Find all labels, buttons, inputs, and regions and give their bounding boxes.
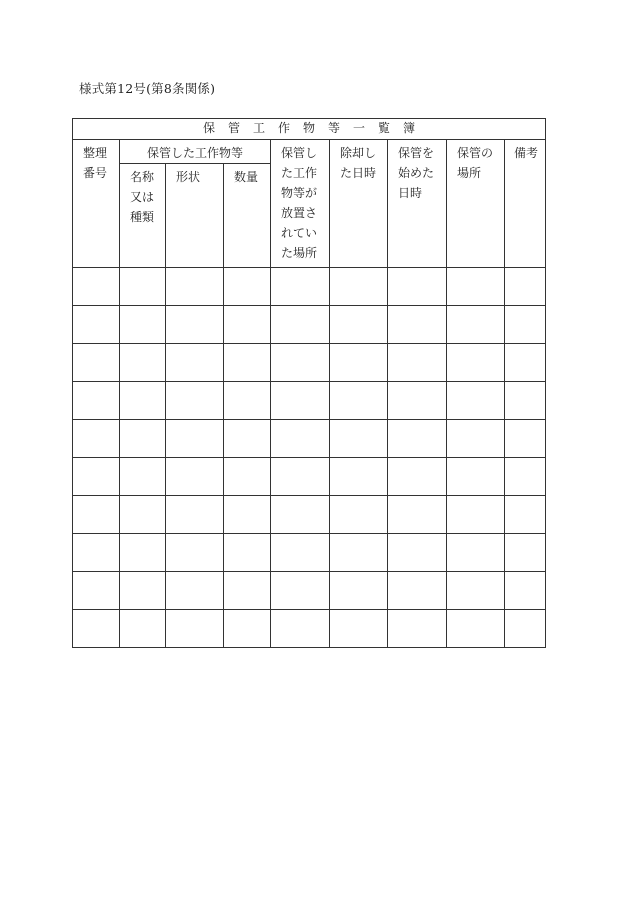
ledger-cell bbox=[330, 420, 388, 458]
ledger-cell bbox=[447, 344, 505, 382]
form-number-label: 様式第12号(第8条関係) bbox=[79, 81, 216, 96]
ledger-cell bbox=[224, 534, 271, 572]
ledger-cell bbox=[120, 496, 166, 534]
ledger-cell bbox=[73, 268, 120, 306]
ledger-cell bbox=[271, 382, 330, 420]
ledger-row bbox=[73, 344, 546, 382]
ledger-cell bbox=[73, 572, 120, 610]
ledger-cell bbox=[224, 306, 271, 344]
ledger-cell bbox=[271, 268, 330, 306]
ledger-cell bbox=[505, 458, 546, 496]
ledger-cell bbox=[120, 344, 166, 382]
ledger-cell bbox=[120, 268, 166, 306]
ledger-cell bbox=[388, 268, 447, 306]
header-remarks: 備考 bbox=[505, 140, 546, 268]
ledger-cell bbox=[505, 572, 546, 610]
ledger-cell bbox=[224, 420, 271, 458]
ledger-cell bbox=[73, 458, 120, 496]
ledger-cell bbox=[271, 306, 330, 344]
ledger-cell bbox=[447, 306, 505, 344]
ledger-cell bbox=[166, 458, 224, 496]
ledger-cell bbox=[271, 344, 330, 382]
header-storage-place: 保管の 場所 bbox=[447, 140, 505, 268]
ledger-cell bbox=[505, 496, 546, 534]
ledger-cell bbox=[120, 420, 166, 458]
ledger-cell bbox=[271, 610, 330, 648]
ledger-cell bbox=[166, 268, 224, 306]
ledger-cell bbox=[120, 306, 166, 344]
ledger-cell bbox=[271, 534, 330, 572]
ledger-cell bbox=[330, 458, 388, 496]
ledger-cell bbox=[73, 306, 120, 344]
ledger-cell bbox=[447, 268, 505, 306]
header-quantity: 数量 bbox=[224, 164, 271, 268]
ledger-cell bbox=[224, 610, 271, 648]
ledger-cell bbox=[447, 572, 505, 610]
ledger-cell bbox=[447, 382, 505, 420]
header-storage-start-datetime: 保管を 始めた 日時 bbox=[388, 140, 447, 268]
ledger-cell bbox=[166, 496, 224, 534]
ledger-row bbox=[73, 496, 546, 534]
ledger-cell bbox=[505, 534, 546, 572]
ledger-cell bbox=[120, 572, 166, 610]
ledger-cell bbox=[330, 344, 388, 382]
ledger-cell bbox=[388, 610, 447, 648]
ledger-cell bbox=[505, 420, 546, 458]
ledger-cell bbox=[271, 572, 330, 610]
ledger-cell bbox=[166, 382, 224, 420]
ledger-cell bbox=[271, 496, 330, 534]
ledger-cell bbox=[224, 496, 271, 534]
ledger-cell bbox=[330, 572, 388, 610]
header-stored-items-group: 保管した工作物等 bbox=[120, 140, 271, 164]
ledger-cell bbox=[73, 420, 120, 458]
ledger-cell bbox=[388, 344, 447, 382]
ledger-cell bbox=[447, 496, 505, 534]
ledger-cell bbox=[271, 420, 330, 458]
ledger-cell bbox=[388, 458, 447, 496]
ledger-cell bbox=[388, 572, 447, 610]
ledger-cell bbox=[73, 382, 120, 420]
ledger-row bbox=[73, 572, 546, 610]
ledger-cell bbox=[330, 306, 388, 344]
ledger-row bbox=[73, 268, 546, 306]
ledger-row bbox=[73, 534, 546, 572]
ledger-cell bbox=[505, 268, 546, 306]
ledger-cell bbox=[505, 344, 546, 382]
ledger-cell bbox=[388, 496, 447, 534]
ledger-cell bbox=[73, 534, 120, 572]
ledger-cell bbox=[166, 306, 224, 344]
ledger-cell bbox=[388, 306, 447, 344]
ledger-title: 保管工作物等一覧簿 bbox=[73, 119, 546, 140]
ledger-cell bbox=[166, 344, 224, 382]
ledger-cell bbox=[73, 610, 120, 648]
ledger-cell bbox=[330, 610, 388, 648]
ledger-cell bbox=[330, 496, 388, 534]
ledger-cell bbox=[120, 382, 166, 420]
ledger-cell bbox=[330, 534, 388, 572]
ledger-cell bbox=[388, 534, 447, 572]
ledger-cell bbox=[224, 572, 271, 610]
header-shape: 形状 bbox=[166, 164, 224, 268]
storage-ledger-table bbox=[72, 118, 546, 648]
header-name-type: 名称 又は 種類 bbox=[120, 164, 166, 268]
header-removal-datetime: 除却し た日時 bbox=[330, 140, 388, 268]
ledger-cell bbox=[166, 572, 224, 610]
ledger-cell bbox=[224, 344, 271, 382]
ledger-cell bbox=[330, 382, 388, 420]
ledger-cell bbox=[271, 458, 330, 496]
ledger-cell bbox=[166, 420, 224, 458]
ledger-row bbox=[73, 420, 546, 458]
ledger-cell bbox=[505, 306, 546, 344]
ledger-cell bbox=[388, 420, 447, 458]
ledger-row bbox=[73, 382, 546, 420]
ledger-cell bbox=[120, 534, 166, 572]
ledger-cell bbox=[447, 610, 505, 648]
ledger-cell bbox=[166, 610, 224, 648]
ledger-cell bbox=[224, 382, 271, 420]
ledger-cell bbox=[73, 344, 120, 382]
ledger-cell bbox=[166, 534, 224, 572]
ledger-cell bbox=[505, 382, 546, 420]
ledger-cell bbox=[447, 458, 505, 496]
ledger-cell bbox=[447, 420, 505, 458]
ledger-cell bbox=[330, 268, 388, 306]
header-abandoned-location: 保管し た工作 物等が 放置さ れてい た場所 bbox=[271, 140, 330, 268]
ledger-cell bbox=[447, 534, 505, 572]
ledger-cell bbox=[73, 496, 120, 534]
ledger-cell bbox=[120, 610, 166, 648]
ledger-cell bbox=[224, 268, 271, 306]
ledger-row bbox=[73, 458, 546, 496]
ledger-cell bbox=[120, 458, 166, 496]
header-serial-no: 整理 番号 bbox=[73, 140, 120, 268]
ledger-row bbox=[73, 610, 546, 648]
ledger-cell bbox=[224, 458, 271, 496]
ledger-cell bbox=[388, 382, 447, 420]
ledger-row bbox=[73, 306, 546, 344]
ledger-cell bbox=[505, 610, 546, 648]
